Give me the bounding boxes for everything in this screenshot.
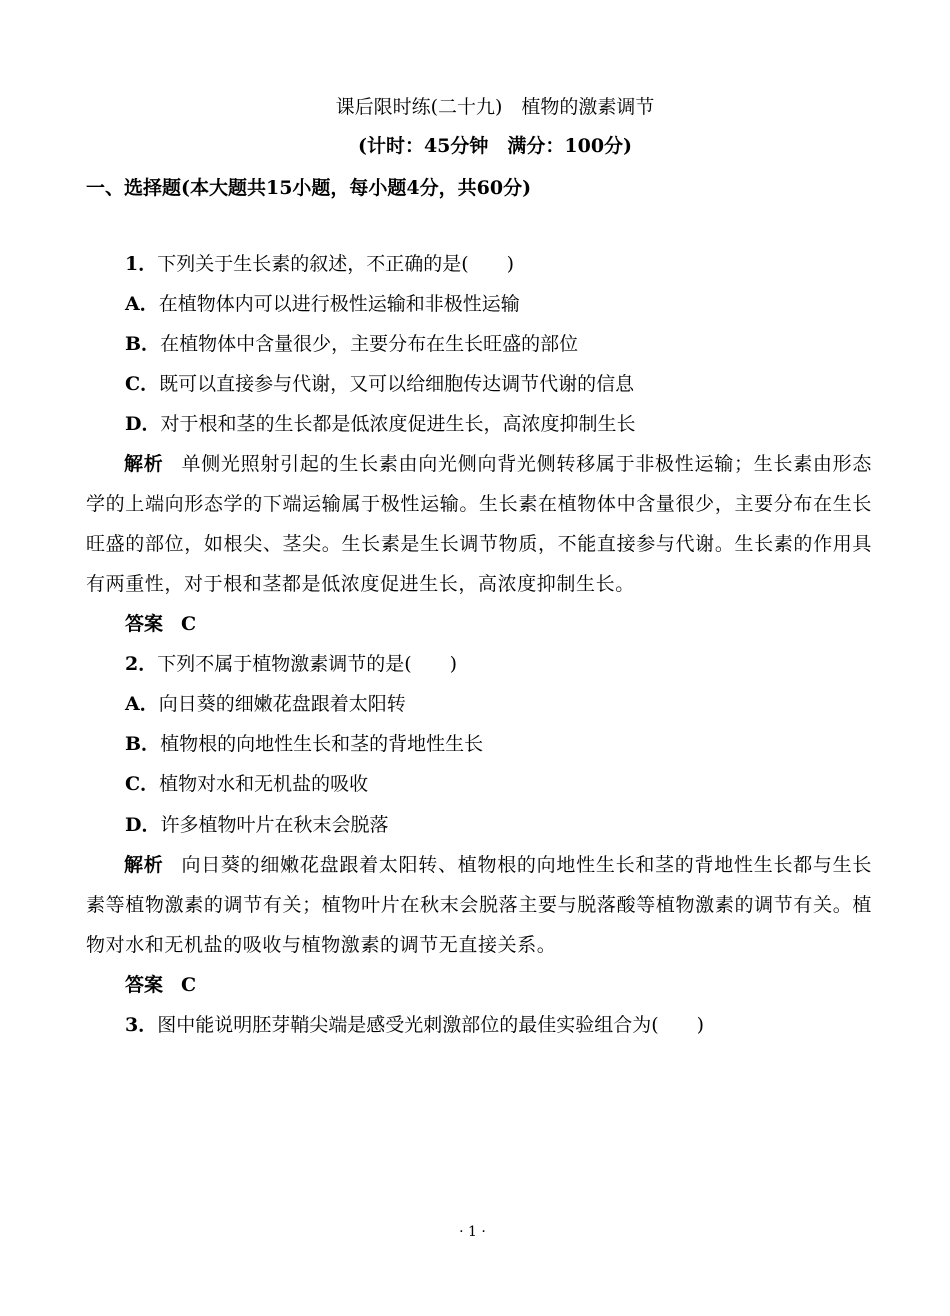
question-text: 下列不属于植物激素调节的是( ) bbox=[157, 653, 458, 675]
analysis-label: 解析 bbox=[124, 854, 164, 876]
question-number: 2． bbox=[125, 653, 158, 675]
analysis-label: 解析 bbox=[124, 453, 164, 475]
option-text: 在植物体中含量很少，主要分布在生长旺盛的部位 bbox=[160, 333, 579, 355]
question-2-option-a bbox=[125, 692, 406, 716]
option-label: A． bbox=[125, 693, 159, 715]
question-1-option-b bbox=[125, 332, 578, 356]
page-title: 课后限时练(二十九) 植物的激素调节 bbox=[335, 96, 655, 118]
option-label: D． bbox=[125, 814, 161, 836]
question-2-option-b bbox=[125, 732, 483, 756]
question-1-option-a bbox=[125, 292, 520, 316]
section-heading: 一、选择题(本大题共15小题，每小题4分，共60分) bbox=[86, 177, 532, 199]
question-1-option-c bbox=[125, 372, 634, 396]
option-text: 植物对水和无机盐的吸收 bbox=[159, 773, 369, 795]
question-2-analysis bbox=[86, 845, 872, 965]
question-2-option-d bbox=[125, 813, 389, 837]
analysis-text: 向日葵的细嫩花盘跟着太阳转、植物根的向地性生长和茎的背地性生长都与生长素等植物激素的调节有关；植物叶片在秋末会脱落主要与脱落酸等植物激素的调节有关。植物对水和无机盐的吸收与植物激素的调节无直接关系。 bbox=[86, 854, 872, 956]
page-subtitle: (计时：45分钟 满分：100分) bbox=[357, 135, 633, 157]
answer-label: 答案 bbox=[125, 613, 164, 635]
question-2-stem bbox=[125, 652, 457, 676]
answer-value: C bbox=[181, 974, 197, 996]
option-label: C． bbox=[125, 773, 160, 795]
page-number: · 1 · bbox=[459, 1224, 486, 1240]
question-2-option-c bbox=[125, 772, 368, 796]
question-1-option-d bbox=[125, 412, 636, 436]
answer-label: 答案 bbox=[125, 974, 164, 996]
answer-value: C bbox=[181, 613, 197, 635]
question-1-answer bbox=[125, 612, 196, 636]
analysis-text: 单侧光照射引起的生长素由向光侧向背光侧转移属于非极性运输；生长素由形态学的上端向形态学的下端运输属于极性运输。生长素在植物体中含量很少，主要分布在生长旺盛的部位，如根尖、茎尖。生长素是生长调节物质，不能直接参与代谢。生长素的作用具有两重性，对于根和茎都是低浓度促进生长，高浓度抑制生长。 bbox=[86, 453, 872, 595]
option-label: B． bbox=[125, 333, 161, 355]
question-3-stem bbox=[125, 1013, 704, 1037]
option-label: C． bbox=[125, 373, 160, 395]
question-number: 3． bbox=[125, 1014, 158, 1036]
option-text: 植物根的向地性生长和茎的背地性生长 bbox=[160, 733, 484, 755]
question-2-answer bbox=[125, 973, 196, 997]
option-text: 在植物体内可以进行极性运输和非极性运输 bbox=[158, 293, 520, 315]
option-text: 向日葵的细嫩花盘跟着太阳转 bbox=[158, 693, 406, 715]
option-label: D． bbox=[125, 413, 161, 435]
option-text: 既可以直接参与代谢，又可以给细胞传达调节代谢的信息 bbox=[159, 373, 635, 395]
question-1-stem bbox=[125, 252, 514, 276]
question-1-analysis bbox=[86, 444, 872, 604]
option-text: 对于根和茎的生长都是低浓度促进生长，高浓度抑制生长 bbox=[160, 413, 636, 435]
option-text: 许多植物叶片在秋末会脱落 bbox=[160, 814, 389, 836]
question-text: 下列关于生长素的叙述，不正确的是( ) bbox=[157, 253, 515, 275]
option-label: B． bbox=[125, 733, 161, 755]
option-label: A． bbox=[125, 293, 159, 315]
question-number: 1． bbox=[125, 253, 158, 275]
question-text: 图中能说明胚芽鞘尖端是感受光刺激部位的最佳实验组合为( ) bbox=[157, 1014, 705, 1036]
